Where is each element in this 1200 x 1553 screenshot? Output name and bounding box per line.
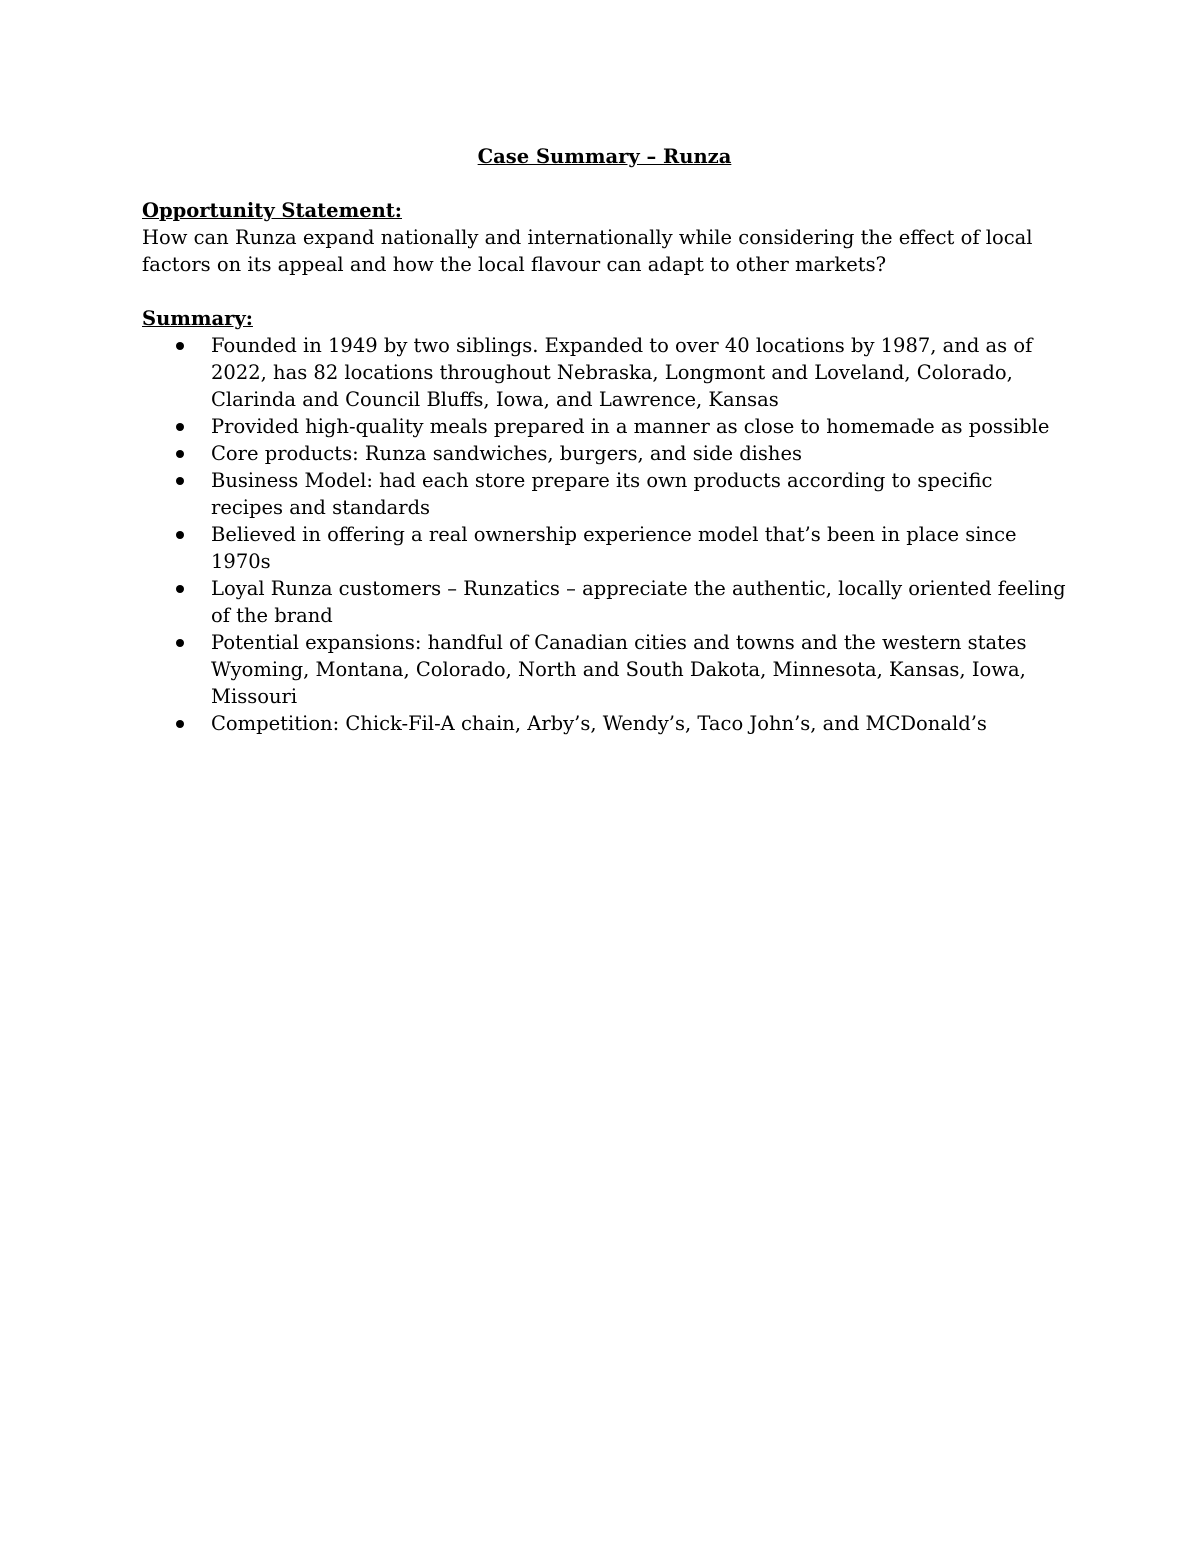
bullet-text: Believed in offering a real ownership experience model that’s been in place since 1970s	[211, 523, 1017, 573]
blank-line	[142, 170, 1067, 197]
bullet-text: Loyal Runza customers – Runzatics – appreciate the authentic, locally oriented feeling of the brand	[211, 577, 1066, 627]
summary-heading: Summary:	[142, 307, 253, 330]
bullet-text: Core products: Runza sandwiches, burgers, and side dishes	[211, 442, 803, 465]
bullet-icon	[176, 342, 184, 350]
blank-line	[142, 278, 1067, 305]
opportunity-heading: Opportunity Statement:	[142, 199, 402, 222]
document-body	[142, 143, 1067, 737]
bullet-text: Business Model: had each store prepare its own products according to specific recipes and standards	[211, 469, 993, 519]
summary-bullet	[142, 467, 1067, 521]
summary-bullet	[142, 710, 1067, 737]
summary-bullet	[142, 413, 1067, 440]
bullet-text: Competition: Chick-Fil-A chain, Arby’s, Wendy’s, Taco John’s, and MCDonald’s	[211, 712, 987, 735]
bullet-icon	[176, 720, 184, 728]
bullet-text: Founded in 1949 by two siblings. Expanded to over 40 locations by 1987, and as of 2022, has 82 locations throughout Nebraska, Longmont and Loveland, Colorado, Clarinda and Council Bluffs, Iowa, and Lawrence, Kansas	[211, 334, 1033, 411]
summary-bullet-list	[142, 332, 1067, 737]
summary-bullet	[142, 440, 1067, 467]
bullet-icon	[176, 450, 184, 458]
bullet-icon	[176, 585, 184, 593]
bullet-icon	[176, 639, 184, 647]
opportunity-text: How can Runza expand nationally and internationally while considering the effect of local factors on its appeal and how the local flavour can adapt to other markets?	[142, 226, 1033, 276]
bullet-icon	[176, 531, 184, 539]
bullet-text: Provided high-quality meals prepared in a manner as close to homemade as possible	[211, 415, 1050, 438]
summary-bullet	[142, 332, 1067, 413]
summary-bullet	[142, 629, 1067, 710]
bullet-icon	[176, 423, 184, 431]
document-title: Case Summary – Runza	[477, 145, 732, 168]
summary-bullet	[142, 521, 1067, 575]
bullet-icon	[176, 477, 184, 485]
summary-bullet	[142, 575, 1067, 629]
bullet-text: Potential expansions: handful of Canadian cities and towns and the western states Wyoming, Montana, Colorado, North and South Dakota, Minnesota, Kansas, Iowa, Missouri	[211, 631, 1027, 708]
